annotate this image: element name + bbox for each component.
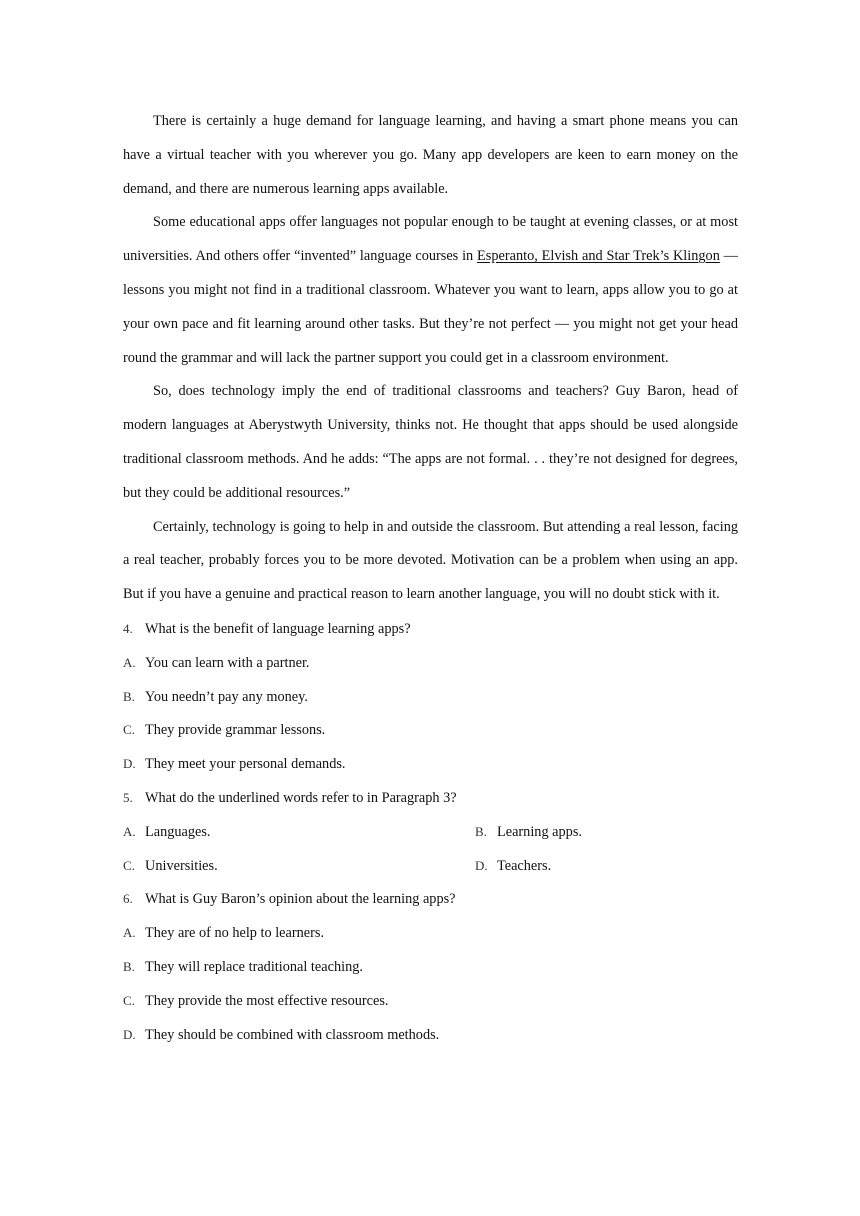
question-number: 4. [123,620,133,636]
question-text: What is the benefit of language learning apps? [145,620,411,637]
option-letter: C. [123,722,135,738]
question-number: 6. [123,891,133,907]
option-letter: B. [123,688,135,704]
passage-paragraph-4: Certainly, technology is going to help in and outside the classroom. But attending a real lesson, facing a real teacher, probably forces you to be more devoted. Motivation can be a problem when using an app. But if you have a genuine and practical reason to learn another language, you will no doubt stick with it. [123,518,738,603]
question-number: 5. [123,789,133,805]
option-text: You can learn with a partner. [145,654,310,671]
option-text: They provide the most effective resources. [145,992,389,1009]
option-text: They provide grammar lessons. [145,722,326,739]
question-text: What is Guy Baron’s opinion about the learning apps? [145,891,456,908]
paragraph-2-text-end: — lessons you might not find in a traditional classroom. Whatever you want to learn, apps allow you to go at your own pace and fit learning around other tasks. But they’re not perfect — you might not get your head round the grammar and will lack the partner support you could get in a classroom environment. [123,248,738,366]
underlined-words: Esperanto, Elvish and Star Trek’s Klingon [477,248,720,265]
question-5-option-b [475,815,582,849]
option-letter: D. [123,1026,136,1042]
question-6-option-c [123,984,738,1018]
question-6 [123,882,738,916]
option-letter: A. [123,925,136,941]
option-letter: B. [123,958,135,974]
passage-paragraph-3: So, does technology imply the end of traditional classrooms and teachers? Guy Baron, head of modern languages at Aberystwyth University, thinks not. He thought that apps should be used alongside traditional classroom methods. And he adds: “The apps are not formal. . . they’re not designed for degrees, but they could be additional resources.” [123,383,738,501]
option-letter: C. [123,857,135,873]
question-text: What do the underlined words refer to in Paragraph 3? [145,789,457,806]
question-4-option-d [123,747,738,781]
option-text: They will replace traditional teaching. [145,958,363,975]
option-text: Teachers. [497,857,552,874]
option-text: They should be combined with classroom methods. [145,1026,440,1043]
question-4-option-c [123,713,738,747]
question-5-options-row-1 [123,815,738,849]
option-letter: A. [123,823,136,839]
option-text: Languages. [145,823,211,840]
option-letter: D. [475,857,488,873]
question-4 [123,612,738,646]
question-5-options-row-2 [123,849,738,883]
question-6-option-d [123,1018,738,1052]
question-6-option-a [123,916,738,950]
question-4-option-a [123,646,738,680]
option-text: Universities. [145,857,218,874]
question-5-option-a [123,815,475,849]
question-5-option-c [123,849,475,883]
option-text: They meet your personal demands. [145,756,346,773]
option-letter: C. [123,992,135,1008]
option-text: Learning apps. [497,823,582,840]
passage-paragraph-2 [123,206,738,375]
option-text: You needn’t pay any money. [145,688,308,705]
question-5 [123,781,738,815]
question-6-option-b [123,950,738,984]
question-4-option-b [123,680,738,714]
paragraph-2-text-start: Some educational apps offer languages not popular enough to be taught at evening classes, or at most universities. And others offer “invented” language courses in [123,214,738,265]
option-text: They are of no help to learners. [145,925,325,942]
option-letter: B. [475,823,487,839]
passage-paragraph-1: There is certainly a huge demand for language learning, and having a smart phone means you can have a virtual teacher with you wherever you go. Many app developers are keen to earn money on the demand, and there are numerous learning apps available. [123,113,738,197]
option-letter: D. [123,756,136,772]
question-5-option-d [475,849,551,883]
option-letter: A. [123,654,136,670]
document-page [123,105,738,1051]
